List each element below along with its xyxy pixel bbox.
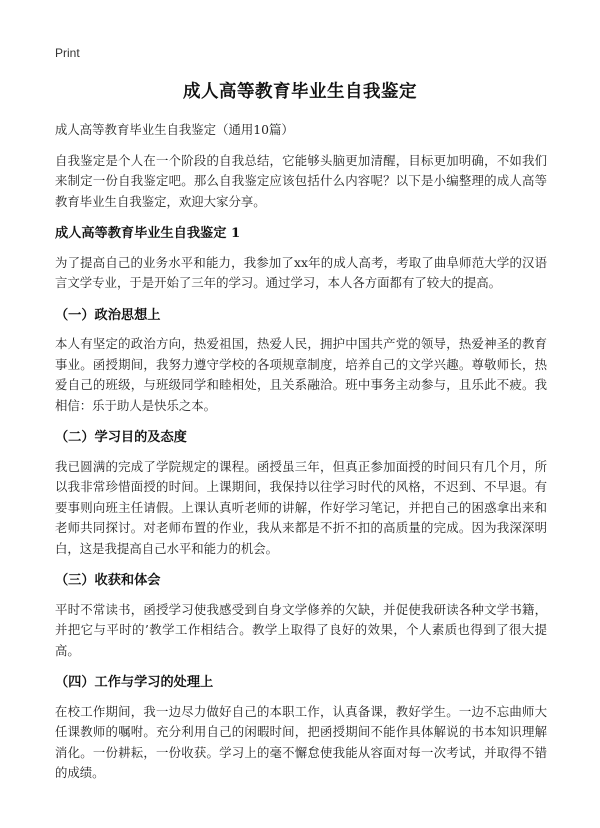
part-heading-gains: （三）收获和体会 xyxy=(55,573,161,588)
part-heading-work-study: （四）工作与学习的处理上 xyxy=(55,675,214,690)
part-text-work-study: 在校工作期间，我一边尽力做好自己的本职工作，认真备课，教好学生。一边不忘曲师大任课教师的嘱咐。充分利用自己的闲暇时间，把函授期间不能作具体解说的书本知识理解消化。一份耕耘，一份收获。学习上的毫不懈怠使我能从容面对每一次考试，并取得不错的成绩。 xyxy=(55,703,547,780)
document-subtitle: 成人高等教育毕业生自我鉴定（通用10篇） xyxy=(55,122,294,137)
intro-paragraph: 自我鉴定是个人在一个阶段的自我总结，它能够头脑更加清醒，目标更加明确，不如我们来制定一份自我鉴定吧。那么自我鉴定应该包括什么内容呢？以下是小编整理的成人高等教育毕业生自我鉴定，欢迎大家分享。 xyxy=(55,152,547,209)
part-heading-politics: （一）政治思想上 xyxy=(55,307,161,323)
document-body xyxy=(55,120,547,796)
print-label: Print xyxy=(55,46,80,60)
part-text-gains: 平时不常读书，函授学习使我感受到自身文学修养的欠缺，并促使我研读各种文学书籍，并把它与平时的’教学工作相结合。教学上取得了良好的效果，个人素质也得到了很大提高。 xyxy=(55,601,547,658)
section-intro-paragraph: 为了提高自己的业务水平和能力，我参加了xx年的成人高考，考取了曲阜师范大学的汉语言文学专业，于是开始了三年的学习。通过学习，本人各方面都有了较大的提高。 xyxy=(55,254,547,290)
part-text-politics: 本人有坚定的政治方向，热爱祖国，热爱人民，拥护中国共产党的领导，热爱神圣的教育事业。函授期间，我努力遵守学校的各项规章制度，培养自己的文学兴趣。尊敬师长，热爱自己的班级，与班级同学和睦相处，且关系融洽。班中事务主动参与，且乐此不疲。我相信：乐于助人是快乐之本。 xyxy=(55,336,547,413)
page-title: 成人高等教育毕业生自我鉴定 xyxy=(183,82,417,102)
part-text-study-attitude: 我已圆满的完成了学院规定的课程。函授虽三年，但真正参加面授的时间只有几个月，所以我非常珍惜面授的时间。上课期间，我保持以往学习时代的风格，不迟到、不早退。有要事则向班主任请假。上课认真听老师的讲解，作好学习笔记，并把自己的困惑拿出来和老师共同探讨。对老师布置的作业，我从来都是不折不扣的高质量的完成。因为我深深明白，这是我提高自己水平和能力的机会。 xyxy=(55,458,547,556)
part-heading-study-attitude: （二）学习目的及态度 xyxy=(55,430,187,445)
section-heading: 成人高等教育毕业生自我鉴定 1 xyxy=(55,226,241,241)
